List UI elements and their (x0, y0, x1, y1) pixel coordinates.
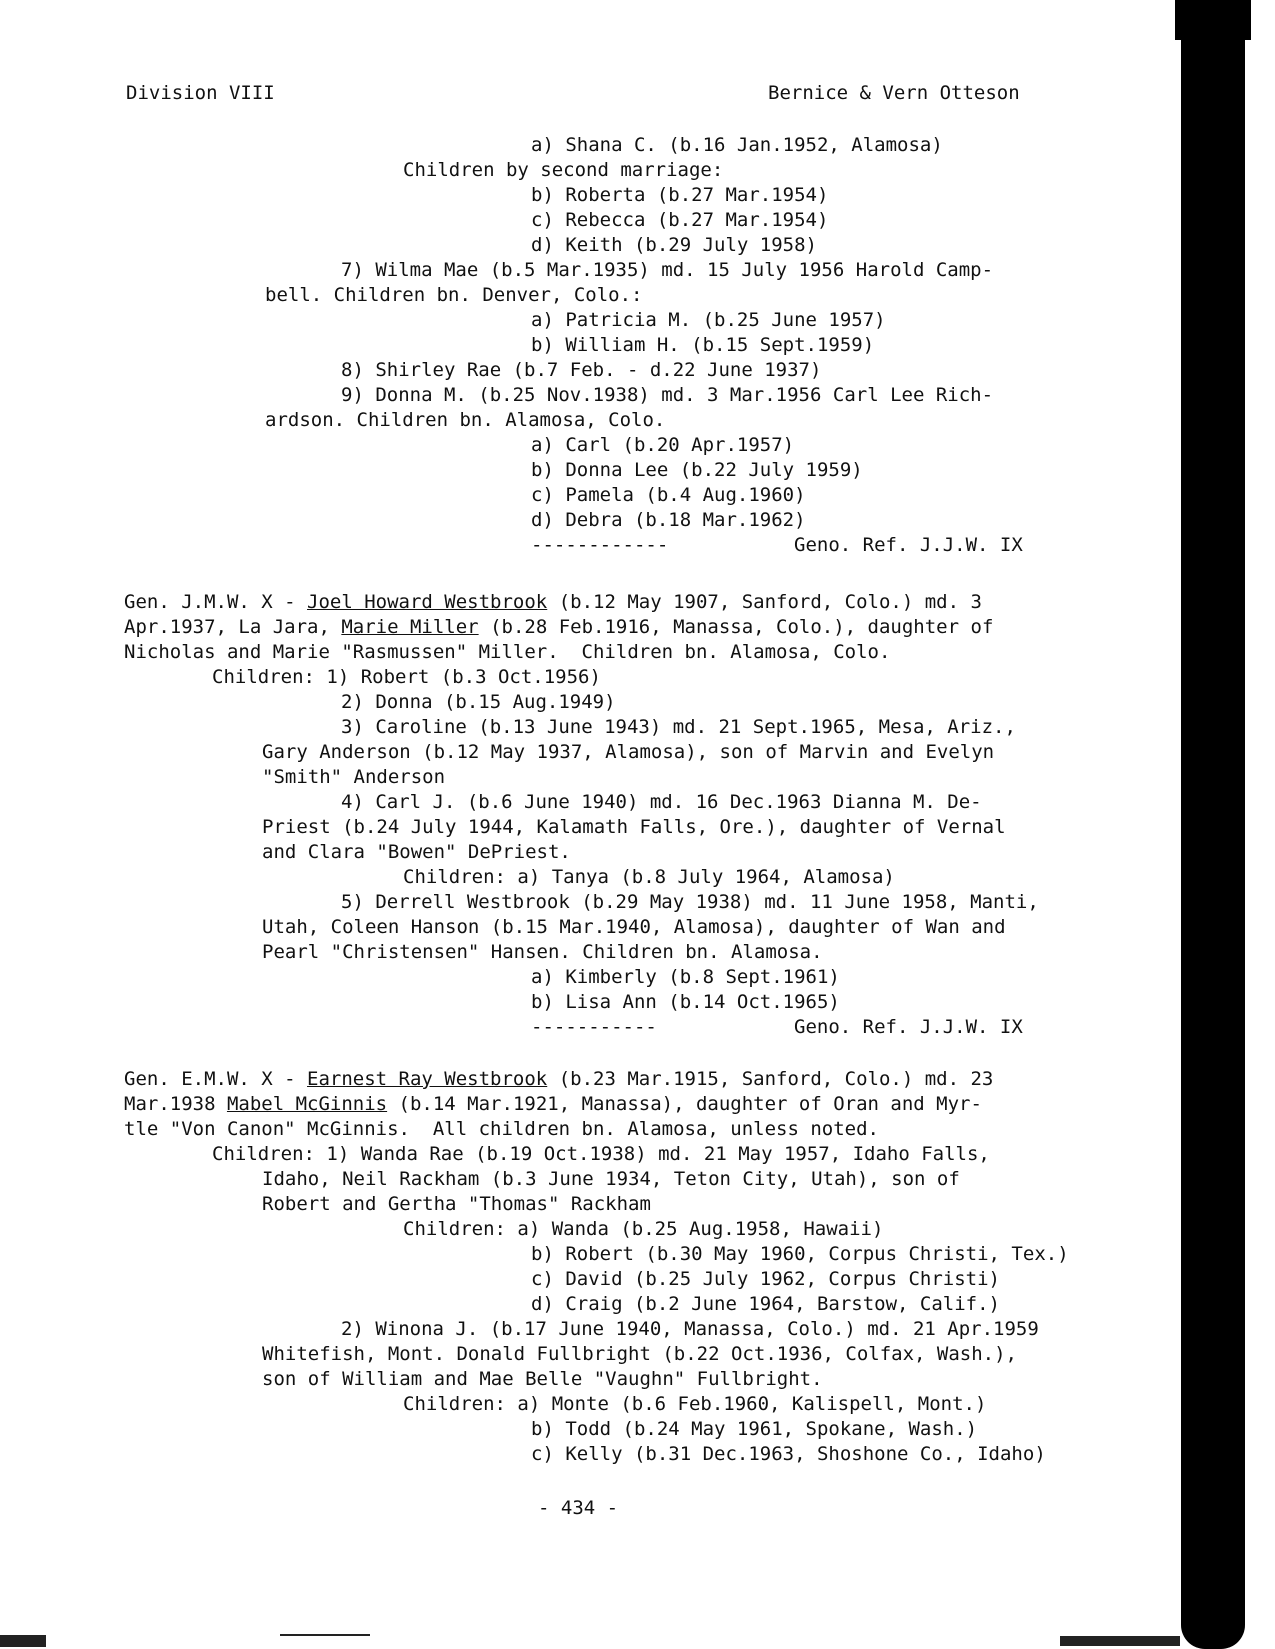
text-span: (b.14 Mar.1921, Manassa), daughter of Oran and Myr- (387, 1093, 982, 1115)
separator-dashes: ----------- (531, 1016, 657, 1038)
text-line: a) Shana C. (b.16 Jan.1952, Alamosa) (531, 134, 943, 156)
text-line: Children: a) Tanya (b.8 July 1964, Alamosa) (403, 866, 895, 888)
text-line: Whitefish, Mont. Donald Fullbright (b.22 Oct.1936, Colfax, Wash.), (262, 1343, 1017, 1365)
text-line: 7) Wilma Mae (b.5 Mar.1935) md. 15 July 1956 Harold Camp- (341, 259, 994, 281)
text-line: c) David (b.25 July 1962, Corpus Christi) (531, 1268, 1000, 1290)
text-line: 5) Derrell Westbrook (b.29 May 1938) md. 11 June 1958, Manti, (341, 891, 1039, 913)
page-number: - 434 - (538, 1497, 619, 1519)
reference-note: Geno. Ref. J.J.W. IX (794, 1016, 1023, 1038)
person-name: Mabel McGinnis (226, 1093, 388, 1115)
text-line: b) William H. (b.15 Sept.1959) (531, 334, 875, 356)
header-division: Division VIII (126, 82, 275, 104)
text-line: a) Kimberly (b.8 Sept.1961) (531, 966, 840, 988)
text-line: Utah, Coleen Hanson (b.15 Mar.1940, Alamosa), daughter of Wan and (262, 916, 1006, 938)
text-line: Children: 1) Robert (b.3 Oct.1956) (212, 666, 601, 688)
scan-speck (0, 1635, 46, 1647)
text-line: 9) Donna M. (b.25 Nov.1938) md. 3 Mar.1956 Carl Lee Rich- (341, 384, 994, 406)
text-line: b) Robert (b.30 May 1960, Corpus Christi, Tex.) (531, 1243, 1069, 1265)
text-line: c) Rebecca (b.27 Mar.1954) (531, 209, 829, 231)
text-line: b) Donna Lee (b.22 July 1959) (531, 459, 863, 481)
text-line (124, 1092, 982, 1116)
person-name: Marie Miller (341, 616, 479, 638)
scan-binding-shadow (1181, 0, 1245, 1649)
separator-dashes: ------------ (531, 534, 669, 556)
text-line: tle "Von Canon" McGinnis. All children bn. Alamosa, unless noted. (124, 1118, 879, 1140)
text-line: c) Kelly (b.31 Dec.1963, Shoshone Co., Idaho) (531, 1443, 1046, 1465)
text-line: a) Patricia M. (b.25 June 1957) (531, 309, 886, 331)
text-line: Pearl "Christensen" Hansen. Children bn. Alamosa. (262, 941, 823, 963)
text-line: b) Roberta (b.27 Mar.1954) (531, 184, 829, 206)
text-span: (b.28 Feb.1916, Manassa, Colo.), daughter of (478, 616, 994, 638)
text-line: "Smith" Anderson (262, 766, 446, 788)
text-line: b) Lisa Ann (b.14 Oct.1965) (531, 991, 840, 1013)
text-line: and Clara "Bowen" DePriest. (262, 841, 571, 863)
text-line (124, 590, 982, 614)
text-line: Children: a) Wanda (b.25 Aug.1958, Hawaii) (403, 1218, 884, 1240)
text-line: 8) Shirley Rae (b.7 Feb. - d.22 June 1937) (341, 359, 822, 381)
text-line (124, 1067, 993, 1091)
text-line: b) Todd (b.24 May 1961, Spokane, Wash.) (531, 1418, 978, 1440)
person-name: Earnest Ray Westbrook (307, 1068, 548, 1090)
text-line: son of William and Mae Belle "Vaughn" Fullbright. (262, 1368, 823, 1390)
text-line: ardson. Children bn. Alamosa, Colo. (265, 409, 666, 431)
text-line: 4) Carl J. (b.6 June 1940) md. 16 Dec.1963 Dianna M. De- (341, 791, 982, 813)
text-line: d) Craig (b.2 June 1964, Barstow, Calif.) (531, 1293, 1000, 1315)
text-line: Robert and Gertha "Thomas" Rackham (262, 1193, 651, 1215)
text-span: Mar.1938 (124, 1093, 227, 1115)
text-span: Gen. E.M.W. X - (124, 1068, 308, 1090)
text-line: Nicholas and Marie "Rasmussen" Miller. Children bn. Alamosa, Colo. (124, 641, 891, 663)
header-family-name: Bernice & Vern Otteson (768, 82, 1020, 104)
person-name: Joel Howard Westbrook (307, 591, 548, 613)
text-span: (b.23 Mar.1915, Sanford, Colo.) md. 23 (547, 1068, 994, 1090)
text-line: 2) Donna (b.15 Aug.1949) (341, 691, 616, 713)
text-line (124, 615, 993, 639)
text-line: Priest (b.24 July 1944, Kalamath Falls, Ore.), daughter of Vernal (262, 816, 1006, 838)
scan-speck (1060, 1636, 1180, 1646)
text-span: Apr.1937, La Jara, (124, 616, 342, 638)
text-span: Gen. J.M.W. X - (124, 591, 308, 613)
text-line: c) Pamela (b.4 Aug.1960) (531, 484, 806, 506)
text-span: (b.12 May 1907, Sanford, Colo.) md. 3 (547, 591, 982, 613)
text-line: Gary Anderson (b.12 May 1937, Alamosa), son of Marvin and Evelyn (262, 741, 995, 763)
text-line: Children by second marriage: (403, 159, 724, 181)
text-line: bell. Children bn. Denver, Colo.: (265, 284, 643, 306)
text-line: Children: a) Monte (b.6 Feb.1960, Kalispell, Mont.) (403, 1393, 987, 1415)
text-line: Idaho, Neil Rackham (b.3 June 1934, Teton City, Utah), son of (262, 1168, 960, 1190)
text-line: d) Debra (b.18 Mar.1962) (531, 509, 806, 531)
text-line: d) Keith (b.29 July 1958) (531, 234, 817, 256)
scan-speck (280, 1634, 370, 1636)
reference-note: Geno. Ref. J.J.W. IX (794, 534, 1023, 556)
text-line: Children: 1) Wanda Rae (b.19 Oct.1938) md. 21 May 1957, Idaho Falls, (212, 1143, 990, 1165)
text-line: a) Carl (b.20 Apr.1957) (531, 434, 795, 456)
text-line: 3) Caroline (b.13 June 1943) md. 21 Sept.1965, Mesa, Ariz., (341, 716, 1016, 738)
text-line: 2) Winona J. (b.17 June 1940, Manassa, Colo.) md. 21 Apr.1959 (341, 1318, 1039, 1340)
